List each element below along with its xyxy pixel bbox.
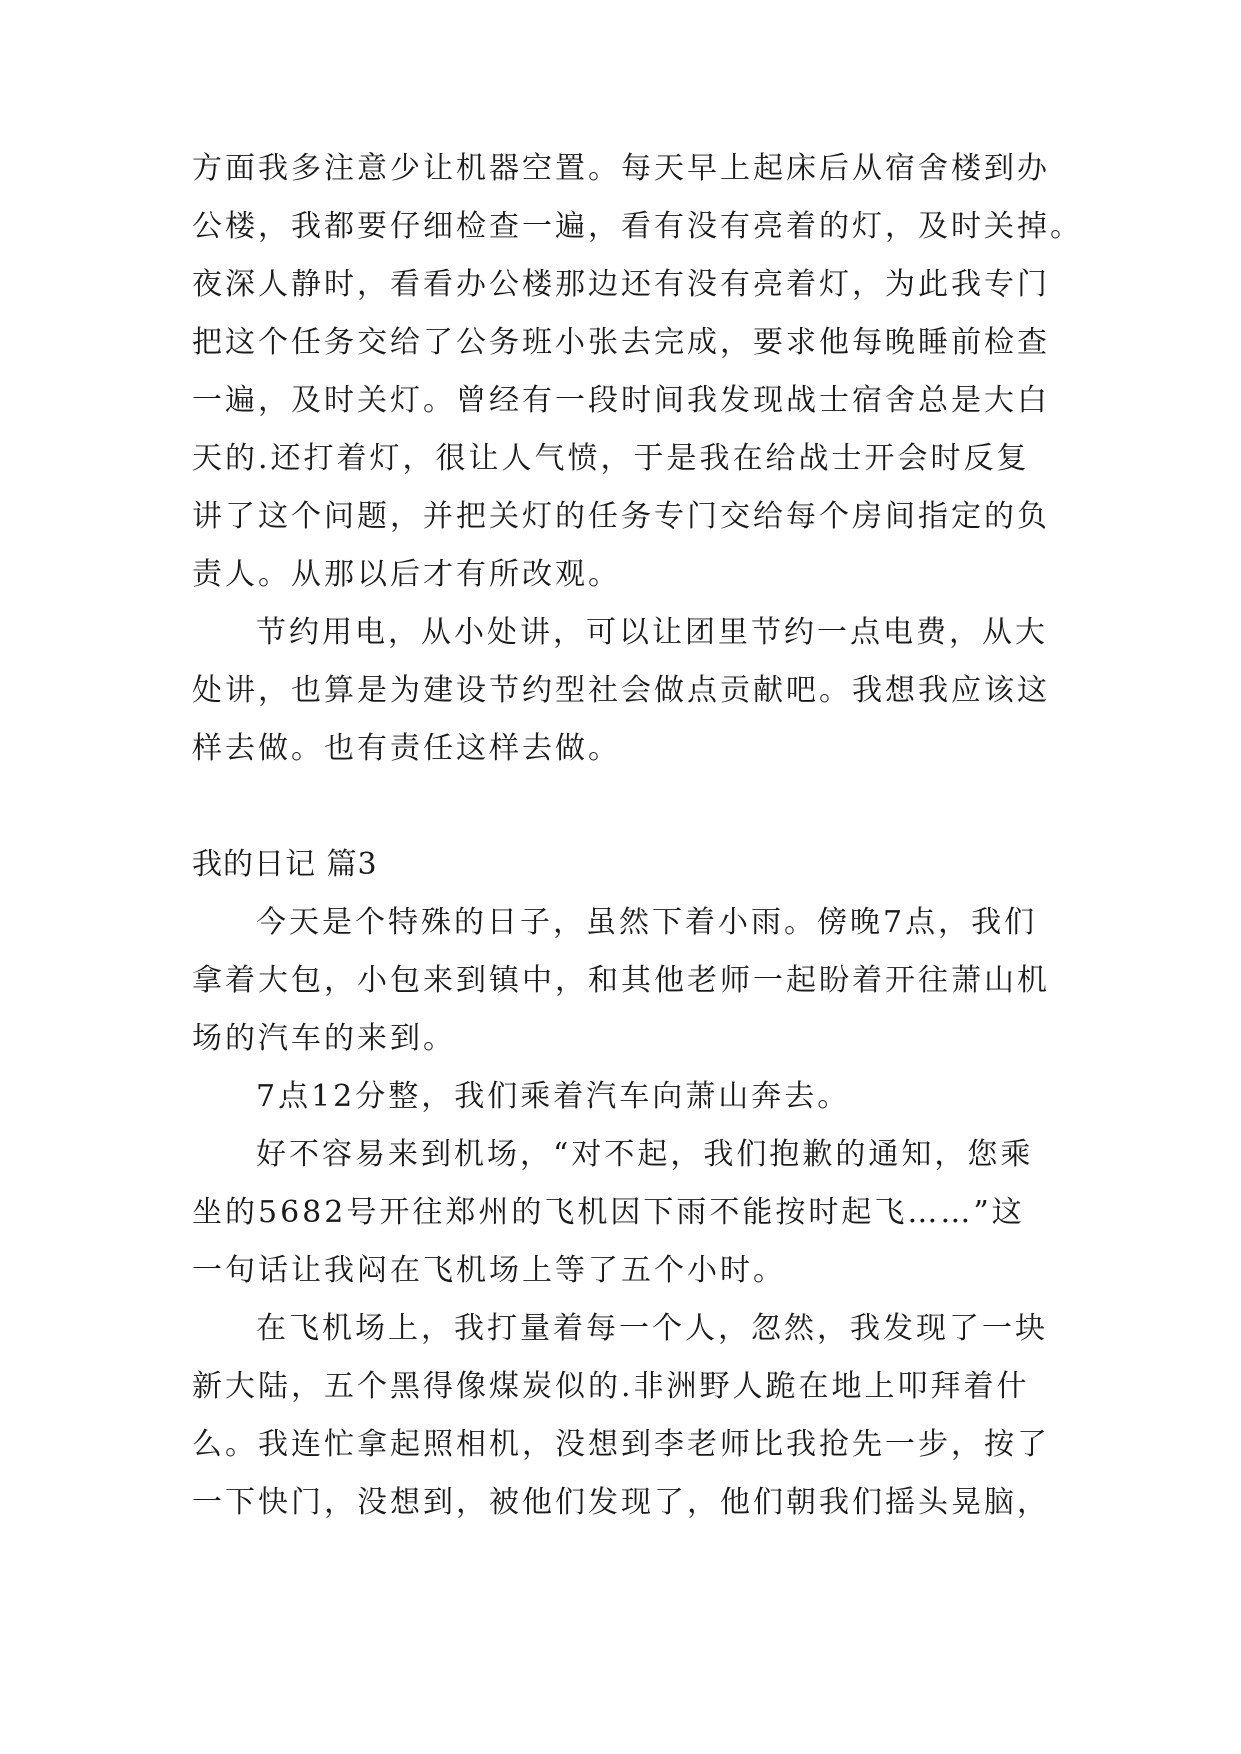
text-line: 处讲，也算是为建设节约型社会做点贡献吧。我想我应该这: [192, 673, 1050, 708]
paragraph-gap: [192, 778, 1062, 836]
text-line: 天的.还打着灯，很让人气愤，于是我在给战士开会时反复: [192, 441, 1030, 476]
text-line: 拿着大包，小包来到镇中，和其他老师一起盼着开往萧山机: [192, 963, 1050, 998]
text-line: 样去做。也有责任这样去做。: [192, 731, 621, 766]
text-line: 场的汽车的来到。: [192, 1021, 456, 1056]
text-line: 新大陆，五个黑得像煤炭似的.非洲野人跪在地上叩拜着什: [192, 1369, 1030, 1404]
text-line: 方面我多注意少让机器空置。每天早上起床后从宿舍楼到办: [192, 151, 1050, 186]
text-line: 责人。从那以后才有所改观。: [192, 557, 621, 592]
text-line: 一下快门，没想到，被他们发现了，他们朝我们摇头晃脑，: [192, 1485, 1050, 1520]
text-line: 今天是个特殊的日子，虽然下着小雨。傍晚7点，我们: [256, 905, 1038, 940]
document-page: [192, 140, 1083, 1532]
text-line: 把这个任务交给了公务班小张去完成，要求他每晚睡前检查: [192, 325, 1050, 360]
text-line: 一遍，及时关灯。曾经有一段时间我发现战士宿舍总是大白: [192, 383, 1050, 418]
text-line: 坐的5682号开往郑州的飞机因下雨不能按时起飞……”这: [192, 1195, 1025, 1230]
section-heading: 我的日记 篇3: [192, 847, 378, 882]
text-line: 夜深人静时，看看办公楼那边还有没有亮着灯，为此我专门: [192, 267, 1050, 302]
text-line: 么。我连忙拿起照相机，没想到李老师比我抢先一步，按了: [192, 1427, 1050, 1462]
text-line: 7点12分整，我们乘着汽车向萧山奔去。: [256, 1079, 851, 1114]
text-line: 讲了这个问题，并把关灯的任务专门交给每个房间指定的负: [192, 499, 1050, 534]
text-line: 一句话让我闷在飞机场上等了五个小时。: [192, 1253, 786, 1288]
text-line: 在飞机场上，我打量着每一个人，忽然，我发现了一块: [256, 1311, 1048, 1346]
text-line: 好不容易来到机场，“对不起，我们抱歉的通知，您乘: [256, 1137, 1034, 1172]
text-line: 公楼，我都要仔细检查一遍，看有没有亮着的灯，及时关掉。: [192, 209, 1083, 244]
text-line: 节约用电，从小处讲，可以让团里节约一点电费，从大: [256, 615, 1048, 650]
